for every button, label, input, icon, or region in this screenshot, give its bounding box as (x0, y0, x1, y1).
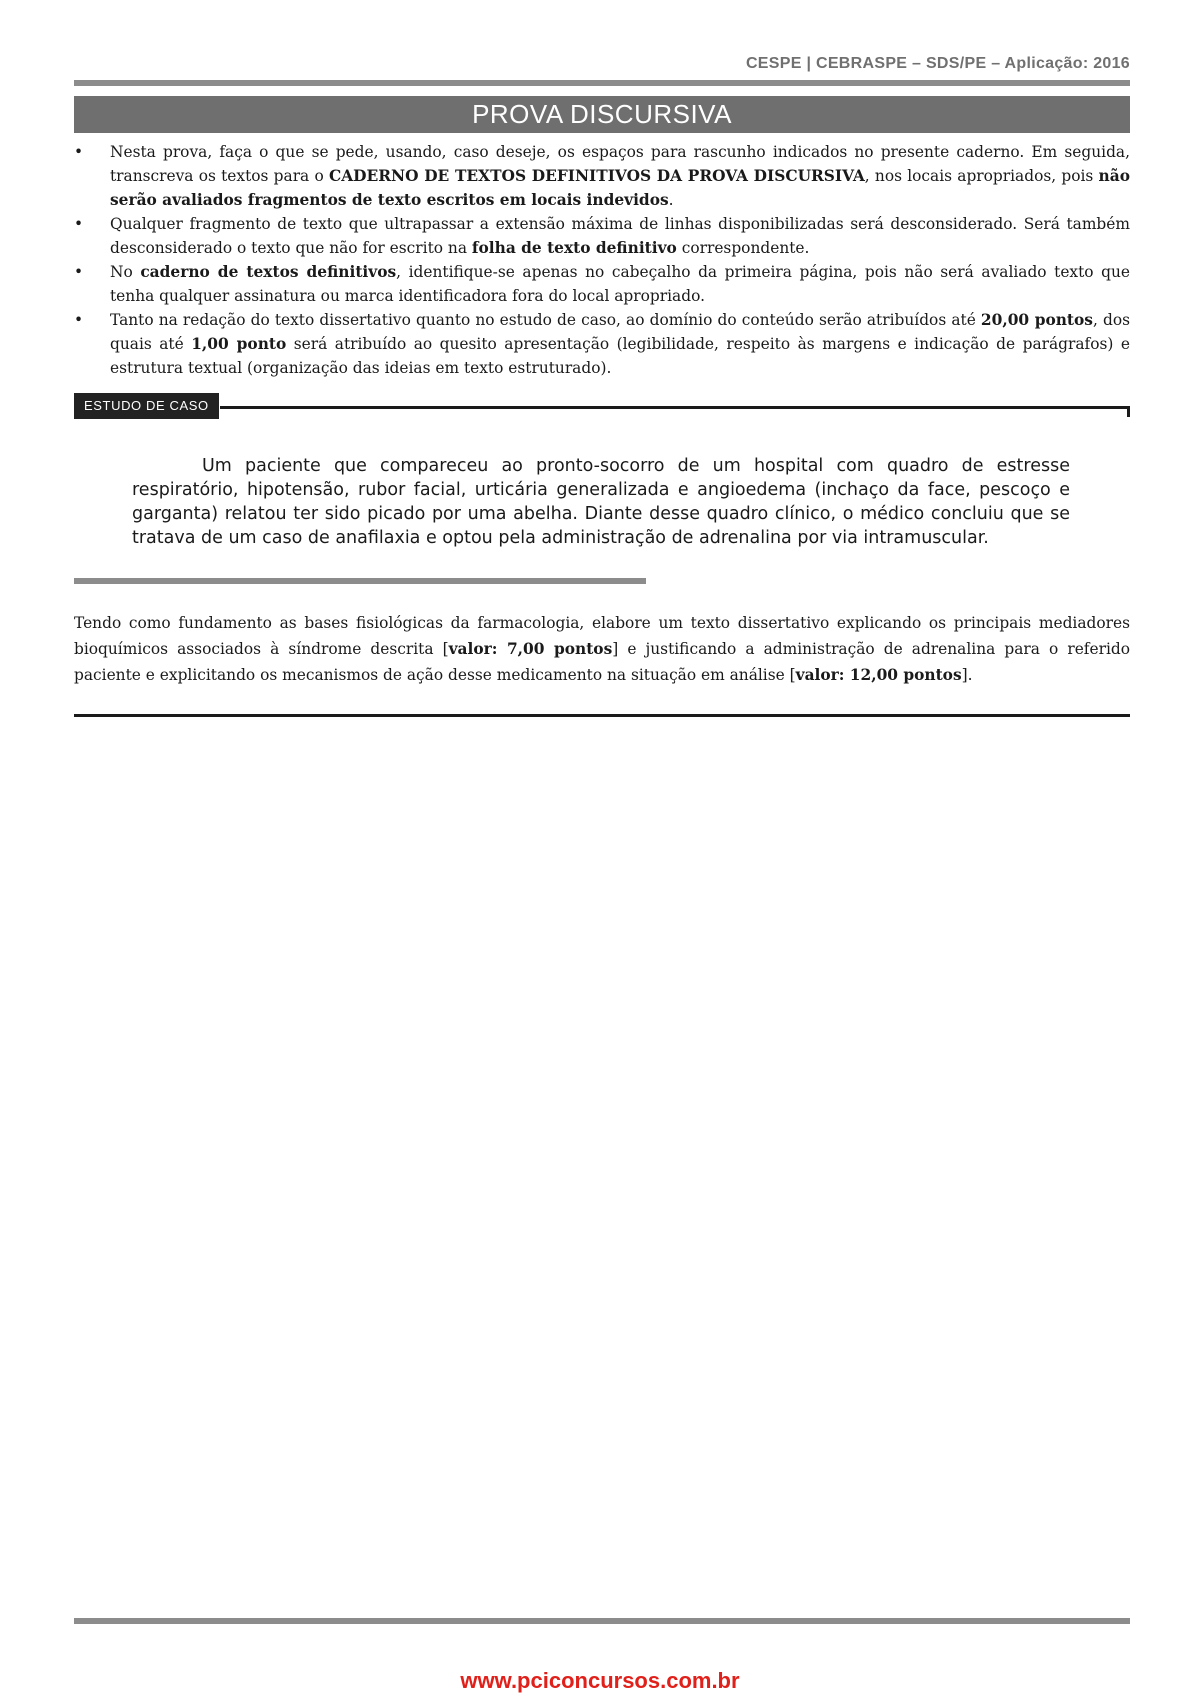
emphasized-text: caderno de textos definitivos (140, 263, 397, 281)
text-run: Tendo como fundamento as bases fisiológicas da farmacologia, elabore um texto dissertativo explicando os principais mediadores bioquímicos associados à síndrome descrita [ (74, 614, 1130, 658)
emphasized-text: 1,00 ponto (191, 335, 287, 353)
middle-divider (74, 578, 646, 584)
instructions-list (74, 140, 1130, 380)
text-run: correspondente. (676, 239, 810, 257)
bullet-icon: • (74, 311, 84, 329)
text-run: , dos quais até (110, 311, 1130, 353)
section-divider (220, 406, 1130, 409)
top-divider (74, 80, 1130, 86)
text-run: Qualquer fragmento de texto que ultrapassar a extensão máxima de linhas disponibilizadas será desconsiderado. Será também desconsiderado o texto que não for escrito na (110, 215, 1130, 257)
instruction-item (74, 260, 1130, 308)
section-header (74, 393, 1130, 419)
text-run: . (668, 191, 674, 209)
bullet-icon: • (74, 263, 84, 281)
text-run: será atribuído ao quesito apresentação (legibilidade, respeito às margens e indicação de parágrafos) e estrutura textual (organização das ideias em texto estruturado). (110, 335, 1131, 377)
text-run: No (110, 263, 141, 281)
bottom-divider (74, 1618, 1130, 1624)
page-title: PROVA DISCURSIVA (74, 96, 1130, 133)
bullet-icon: • (74, 143, 84, 161)
text-run: ] e justificando a administração de adrenalina para o referido paciente e explicitando os mecanismos de ação desse medicamento na situação em análise [ (74, 640, 1131, 684)
emphasized-text: CADERNO DE TEXTOS DEFINITIVOS DA PROVA DISCURSIVA (328, 167, 865, 185)
bullet-icon: • (74, 215, 84, 233)
text-run: , identifique-se apenas no cabeçalho da primeira página, pois não será avaliado texto que tenha qualquer assinatura ou marca identificadora fora do local apropriado. (110, 263, 1131, 305)
section-divider-tick (1127, 406, 1130, 417)
text-run: ]. (961, 666, 973, 684)
section-label-estudo-de-caso: ESTUDO DE CASO (74, 393, 219, 419)
text-run: , nos locais apropriados, pois (864, 167, 1099, 185)
instruction-item (74, 140, 1130, 212)
instruction-item (74, 212, 1130, 260)
question-command (74, 610, 1130, 688)
emphasized-text: valor: 12,00 pontos (795, 666, 962, 684)
command-divider (74, 714, 1130, 717)
exam-info-header: CESPE | CEBRASPE – SDS/PE – Aplicação: 2016 (745, 55, 1130, 72)
emphasized-text: valor: 7,00 pontos (448, 640, 613, 658)
emphasized-text: folha de texto definitivo (471, 239, 677, 257)
footer-url-link[interactable]: www.pciconcursos.com.br (460, 1668, 740, 1693)
case-study-text: Um paciente que compareceu ao pronto-socorro de um hospital com quadro de estresse respiratório, hipotensão, rubor facial, urticária generalizada e angioedema (inchaço da face, pescoço e garganta) relatou ter sido picado por uma abelha. Diante desse quadro clínico, o médico concluiu que se tratava de um caso de anafilaxia e optou pela administração de adrenalina por via intramuscular. (132, 456, 1070, 548)
emphasized-text: não serão avaliados fragmentos de texto escritos em locais indevidos (110, 167, 1130, 209)
text-run: Nesta prova, faça o que se pede, usando, caso deseje, os espaços para rascunho indicados no presente caderno. Em seguida, transcreva os textos para o (110, 143, 1130, 185)
instruction-item (74, 308, 1130, 380)
emphasized-text: 20,00 pontos (980, 311, 1093, 329)
text-run: Tanto na redação do texto dissertativo quanto no estudo de caso, ao domínio do conteúdo serão atribuídos até (110, 311, 981, 329)
